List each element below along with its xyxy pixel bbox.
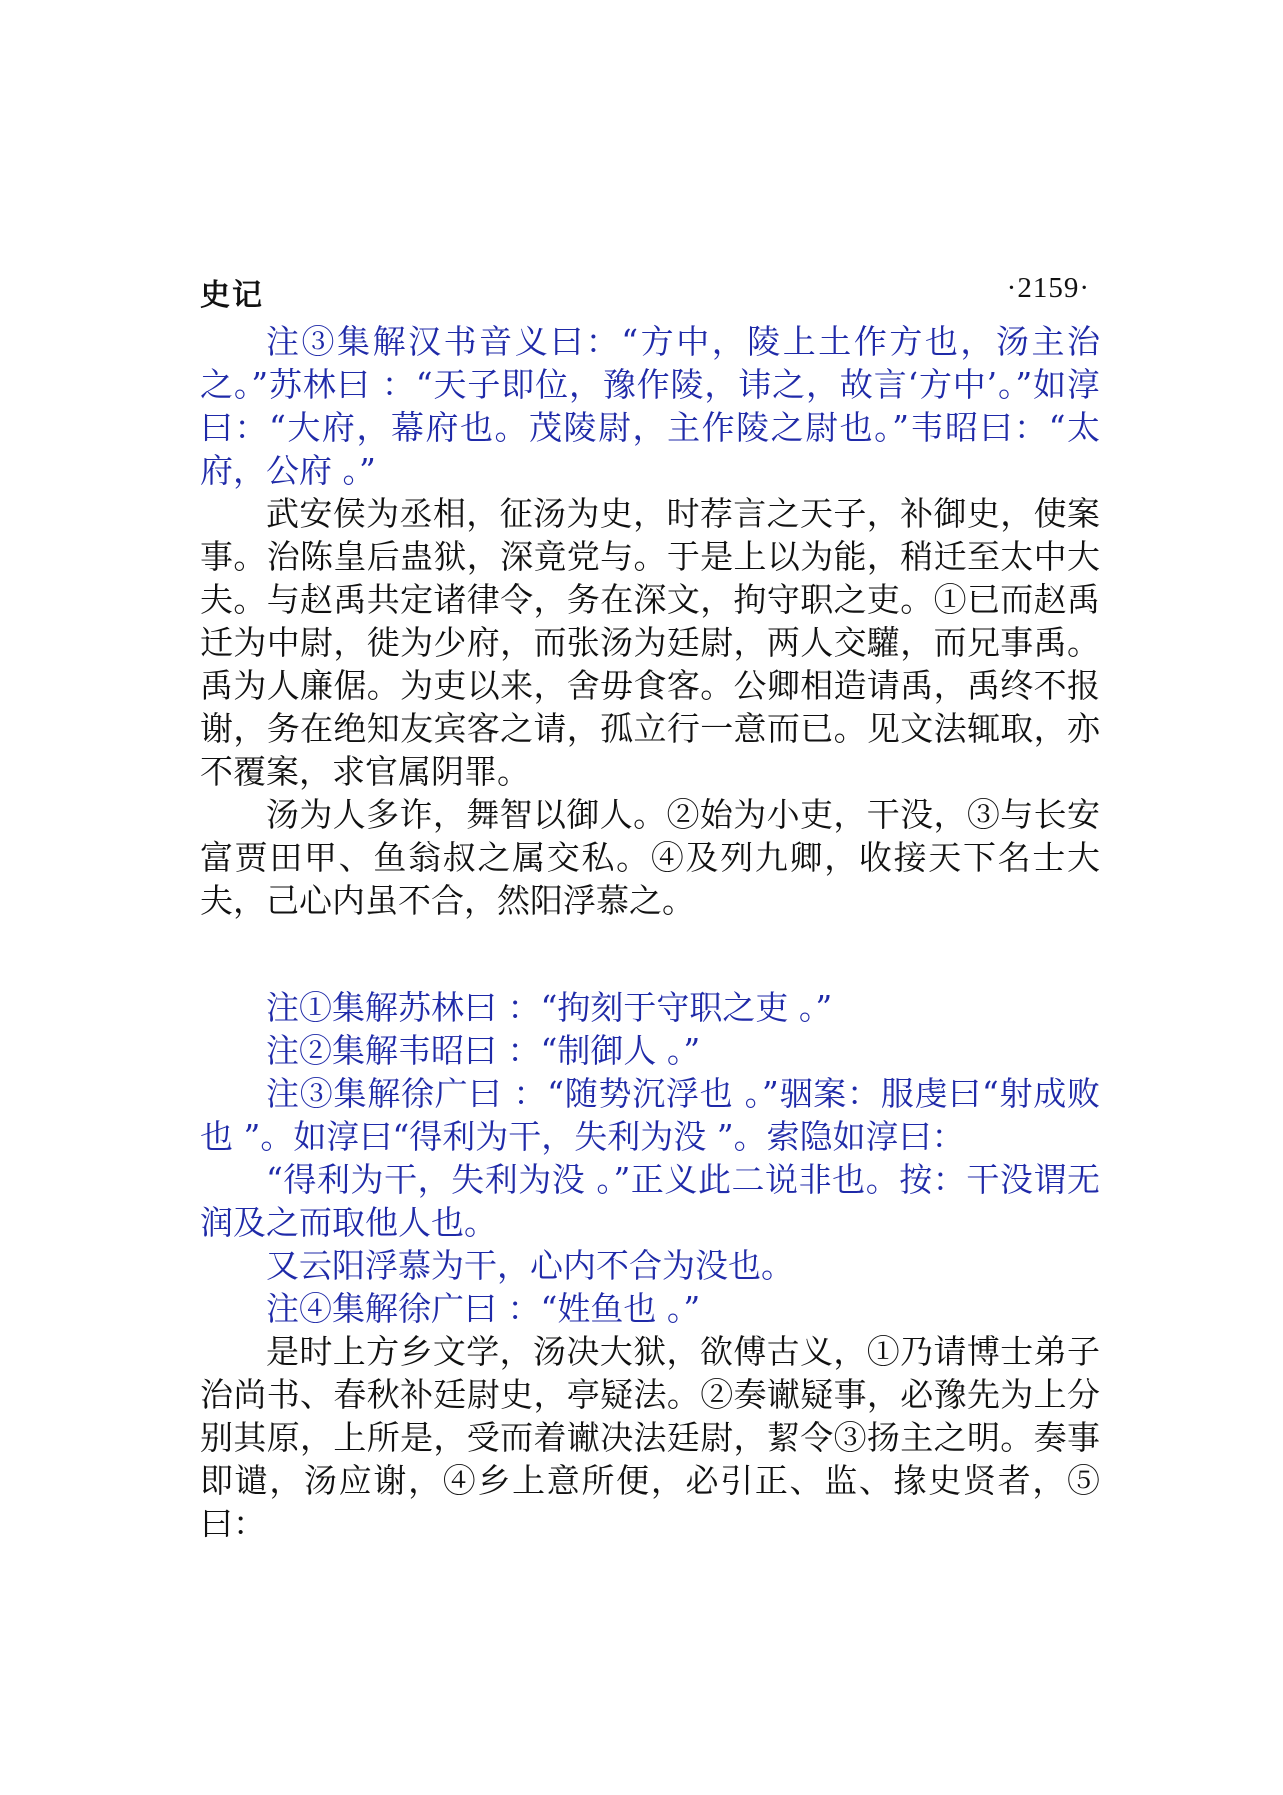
annotation-paragraph: “得利为干，失利为没 。”正义此二说非也。按：干没谓无润及之而取他人也。 <box>200 1160 1100 1242</box>
body-paragraph: 汤为人多诈，舞智以御人。②始为小吏，干没，③与长安富贾田甲、鱼翁叔之属交私。④及列九卿，收接天下名士大夫，己心内虽不合，然阳浮慕之。 <box>200 795 1100 920</box>
annotation-paragraph: 又云阳浮慕为干，心内不合为没也。 <box>266 1246 794 1285</box>
page-number: ·2159· <box>1006 272 1090 304</box>
body-paragraph: 是时上方乡文学，汤决大狱，欲傅古义，①乃请博士弟子治尚书、春秋补廷尉史，亭疑法。②奏谳疑事，必豫先为上分别其原，上所是，受而着谳决法廷尉，絜令③扬主之明。奏事即谴，汤应谢，④乡上意所便，必引正、监、掾史贤者，⑤曰： <box>200 1332 1100 1543</box>
annotation-paragraph: 注④集解徐广曰 ：“姓鱼也 。” <box>266 1289 701 1328</box>
annotation-block-1 <box>200 320 1100 492</box>
annotation-paragraph: 注③集解徐广曰 ：“随势沉浮也 。”骃案：服虔曰“射成败也 ”。如淳曰“得利为干，失利为没 ”。索隐如淳曰： <box>200 1074 1100 1156</box>
annotation-paragraph: 注②集解韦昭曰 ：“制御人 。” <box>266 1031 701 1070</box>
running-head-title: 史记 <box>200 278 264 313</box>
body-paragraph: 武安侯为丞相，征汤为史，时荐言之天子，补御史，使案事。治陈皇后蛊狱，深竟党与。于是上以为能，稍迁至太中大夫。与赵禹共定诸律令，务在深文，拘守职之吏。①已而赵禹迁为中尉，徙为少府，而张汤为廷尉，两人交驩，而兄事禹。禹为人廉倨。为吏以来，舍毋食客。公卿相造请禹，禹终不报谢，务在绝知友宾客之请，孤立行一意而已。见文法辄取，亦不覆案，求官属阴罪。 <box>200 494 1100 791</box>
annotation-block-2 <box>200 986 1100 1330</box>
main-text-block-2 <box>200 1330 1100 1545</box>
main-text-block-1 <box>200 492 1100 922</box>
annotation-paragraph: 注①集解苏林曰 ：“拘刻于守职之吏 。” <box>266 988 833 1027</box>
annotation-paragraph: 注③集解汉书音义曰：“方中，陵上土作方也，汤主治之。”苏林曰 ：“天子即位，豫作陵，讳之，故言‘方中’。”如淳曰：“大府，幕府也。茂陵尉，主作陵之尉也。”韦昭曰：“太府，公府 。” <box>200 322 1100 490</box>
